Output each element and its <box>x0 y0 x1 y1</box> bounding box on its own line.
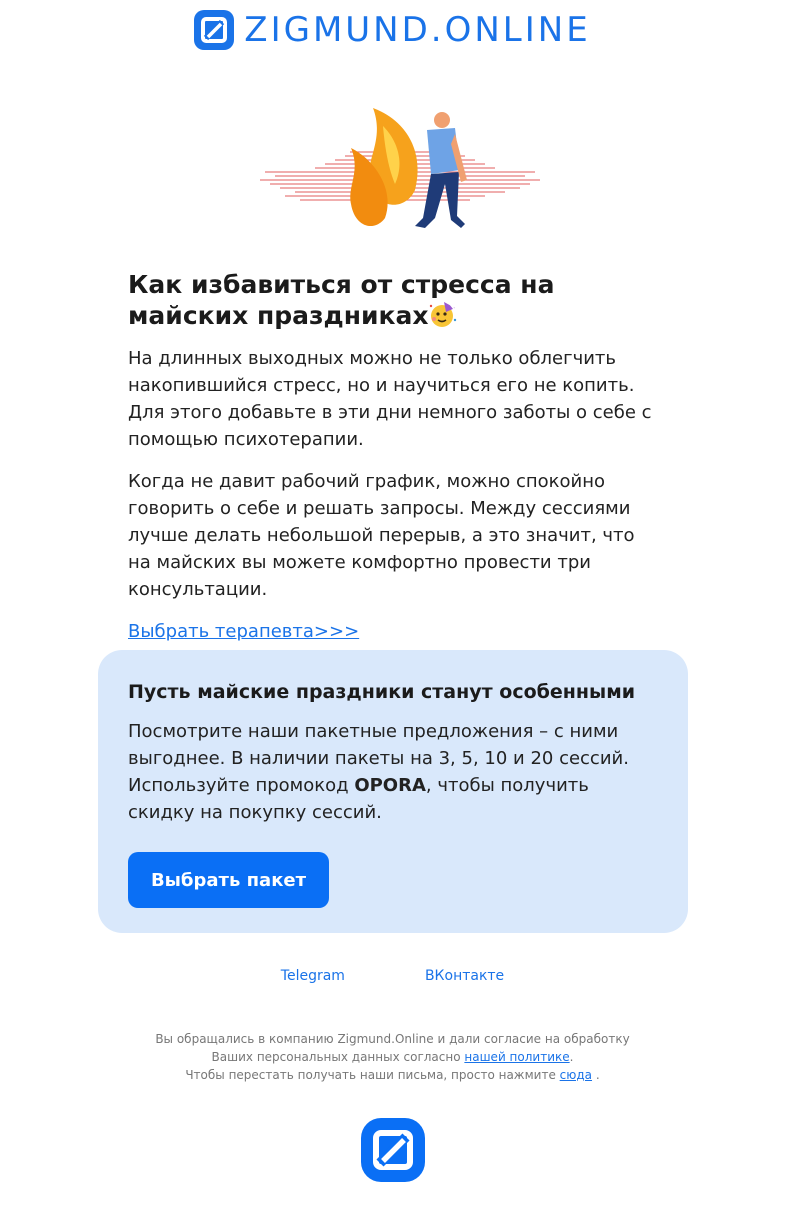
header <box>0 10 785 50</box>
zigmund-logo-icon[interactable] <box>194 10 234 50</box>
social-links <box>0 968 785 984</box>
vk-link[interactable]: ВКонтакте <box>424 968 505 984</box>
article-title <box>128 270 658 331</box>
promo-text-start: Посмотрите наши пакетные предложения – с ними выгоднее. В наличии пакеты на 3, 5, 10 и 20 сессий. Используйте промокод <box>128 721 629 796</box>
article-title-text: Как избавиться от стресса на майских праздниках <box>128 270 555 330</box>
choose-package-button[interactable]: Выбрать пакет <box>128 852 329 908</box>
article-paragraph-1: На длинных выходных можно не только облегчить накопившийся стресс, но и научиться его не копить. Для этого добавьте в эти дни немного заботы о себе с помощью психотерапии. <box>128 348 652 450</box>
promo-code: OPORA <box>354 775 426 796</box>
choose-therapist-link[interactable]: Выбрать терапевта>>> <box>128 621 360 642</box>
legal-footer <box>145 1030 640 1084</box>
telegram-link[interactable]: Telegram <box>280 968 345 984</box>
brand-name[interactable]: ZIGMUND.ONLINE <box>244 10 591 50</box>
hero-illustration <box>255 100 545 240</box>
promo-title: Пусть майские праздники станут особенными <box>128 681 636 703</box>
promo-text-end: , чтобы получить скидку на покупку сессий. <box>128 775 589 823</box>
consent-text: Вы обращались в компанию Zigmund.Online и дали согласие на обработку Ваших персональных данных согласно <box>155 1032 630 1064</box>
unsubscribe-end: . <box>592 1068 600 1082</box>
promo-text <box>128 718 658 826</box>
article-paragraph-2: Когда не давит рабочий график, можно спокойно говорить о себе и решать запросы. Между сессиями лучше делать небольшой перерыв, а это значит, что на майских вы можете комфортно провести три консультации. <box>128 471 635 600</box>
article <box>128 270 658 642</box>
party-face-emoji-icon <box>428 300 458 328</box>
privacy-policy-link[interactable]: нашей политике <box>464 1050 570 1064</box>
unsubscribe-link[interactable]: сюда <box>559 1068 593 1082</box>
consent-end: . <box>569 1050 574 1064</box>
footer-logo-icon[interactable] <box>361 1118 425 1182</box>
unsubscribe-text: Чтобы перестать получать наши письма, просто нажмите <box>185 1068 560 1082</box>
promo-card <box>98 650 688 933</box>
